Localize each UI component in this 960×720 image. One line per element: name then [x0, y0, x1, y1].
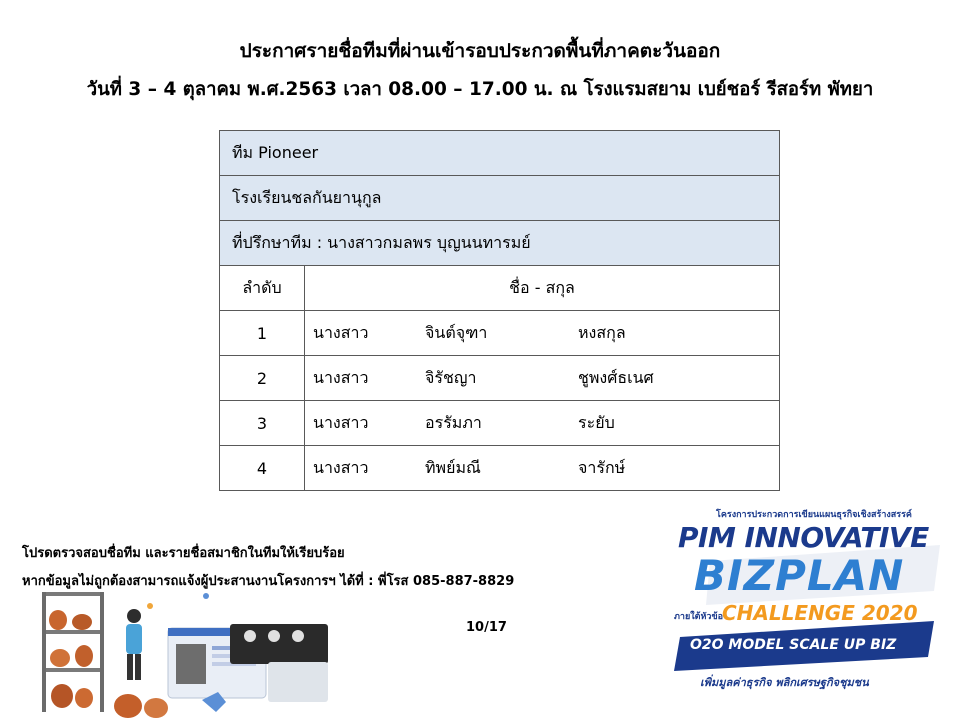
table-row [220, 311, 780, 356]
column-header-name: ชื่อ - สกุล [305, 266, 780, 311]
team-name: ทีม Pioneer [220, 131, 780, 176]
member-name [305, 401, 780, 446]
member-first-name: ทิพย์มณี [425, 457, 481, 477]
column-header-order: ลำดับ [220, 266, 305, 311]
contact-note: หากข้อมูลไม่ถูกต้องสามารถแจ้งผู้ประสานงานโครงการฯ ได้ที่ : พี่โรส 085-887-8829 [22, 574, 515, 589]
member-first-name: อรรัมภา [425, 412, 482, 432]
member-prefix: นางสาว [313, 412, 369, 432]
pim-innovative-bizplan-logo [650, 505, 950, 710]
member-prefix: นางสาว [313, 457, 369, 477]
advisor-name: ที่ปรึกษาทีม : นางสาวกมลพร บุญนนทารมย์ [220, 221, 780, 266]
table-row [220, 446, 780, 491]
member-prefix: นางสาว [313, 367, 369, 387]
member-last-name: จารักษ์ [578, 457, 626, 477]
school-row [220, 176, 780, 221]
logo-tagline-top: โครงการประกวดการเขียนแผนธุรกิจเชิงสร้างสรรค์ [716, 510, 912, 520]
event-date-venue: วันที่ 3 – 4 ตุลาคม พ.ศ.2563 เวลา 08.00 – 17.00 น. ณ โรงแรมสยาม เบย์ชอร์ รีสอร์ท พัทยา [86, 79, 874, 100]
logo-pim-innovative: PIM INNOVATIVE [678, 521, 929, 554]
member-last-name: ระยับ [578, 412, 615, 432]
team-roster-table [219, 130, 780, 491]
advisor-row [220, 221, 780, 266]
member-number: 1 [220, 311, 305, 356]
member-number: 4 [220, 446, 305, 491]
member-number: 2 [220, 356, 305, 401]
member-name [305, 311, 780, 356]
member-number: 3 [220, 401, 305, 446]
table-row [220, 401, 780, 446]
member-name [305, 446, 780, 491]
member-name [305, 356, 780, 401]
table-row [220, 356, 780, 401]
member-first-name: จินต์จุฑา [425, 322, 488, 342]
ecommerce-pottery-illustration [38, 582, 338, 720]
member-prefix: นางสาว [313, 322, 369, 342]
page-number: 10/17 [466, 620, 507, 635]
logo-bizplan: BIZPLAN [694, 551, 905, 600]
announcement-title: ประกาศรายชื่อทีมที่ผ่านเข้ารอบประกวดพื้นที่ภาคตะวันออก [239, 40, 721, 62]
school-name: โรงเรียนชลกันยานุกูล [220, 176, 780, 221]
logo-tagline-bottom: เพิ่มมูลค่าธุรกิจ พลิกเศรษฐกิจชุมชน [700, 676, 869, 689]
table-header-row [220, 266, 780, 311]
logo-theme-label: ภายใต้หัวข้อ [674, 612, 724, 622]
logo-o2o-model: O2O MODEL SCALE UP BIZ [690, 637, 897, 653]
team-name-row [220, 131, 780, 176]
member-first-name: จิรัชญา [425, 367, 477, 387]
member-last-name: หงสกุล [578, 322, 626, 342]
check-names-note: โปรดตรวจสอบชื่อทีม และรายชื่อสมาชิกในทีมให้เรียบร้อย [22, 546, 345, 561]
member-last-name: ชูพงศ์ธเนศ [578, 367, 654, 387]
logo-challenge: CHALLENGE 2020 [722, 601, 918, 625]
